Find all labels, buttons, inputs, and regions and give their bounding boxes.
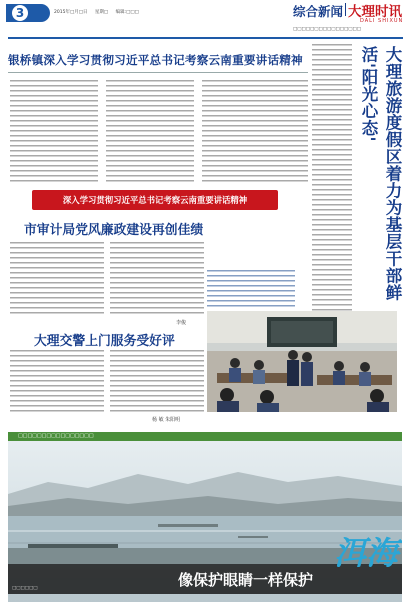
contact-line: □□□□□□□□□□□□□□□□ [293,27,362,32]
newspaper-brand [348,0,402,20]
audit-byline: 李俊 [176,320,187,326]
page-number: 3 [12,5,28,21]
traffic-body-column [110,350,204,414]
classroom-photo [207,311,397,412]
erhai-protection-banner [8,432,402,602]
column-title: 综合新闻 [293,4,344,19]
lead-body-column [202,80,308,184]
traffic-body-column [10,350,104,414]
audit-body-column [10,242,104,316]
masthead-divider [345,3,346,16]
dateline-date: 2015年□月□日 [54,10,88,15]
banner-credit: □□□□□□ [12,586,38,591]
dateline-weekday: 星期□ [94,10,109,15]
slogan-text: 像保护眼睛一样保护 [178,571,314,589]
erhai-lake-name: 洱海 [334,534,399,572]
traffic-headline: 大理交警上门服务受好评 [34,334,175,349]
lead-body-column [106,80,194,184]
subhead-text: 深入学习贯彻习近平总书记考察云南重要讲话精神 [62,195,248,205]
brand-prefix: 大理 [348,4,375,20]
audit-body-column [110,242,204,316]
photo-caption [207,270,295,308]
dateline [54,8,274,18]
brand-pinyin: DALI SHIXUN [360,18,404,24]
brand-highlight: 时讯 [375,4,402,20]
subhead-banner [32,190,278,210]
headline-rule [8,72,308,73]
audit-headline: 市审计局党风廉政建设再创佳绩 [24,223,204,238]
side-body-text [312,44,352,312]
side-headline: 大理旅游度假区着力为基层干部鲜活'阳光心态' [359,46,402,301]
classroom-photo-image [207,311,397,412]
masthead [0,0,410,40]
lead-headline: 银桥镇深入学习贯彻习近平总书记考察云南重要讲话精神 [8,53,303,67]
page-number-tab [6,4,50,22]
dateline-editor: 编辑:□□□ [115,10,139,15]
lead-body-column [10,80,98,184]
banner-strip-text: □□□□□□□□□□□□□□□□ [18,433,94,439]
traffic-byline: 杨 敏 朱阳明 [152,417,181,423]
masthead-rule [8,37,403,39]
